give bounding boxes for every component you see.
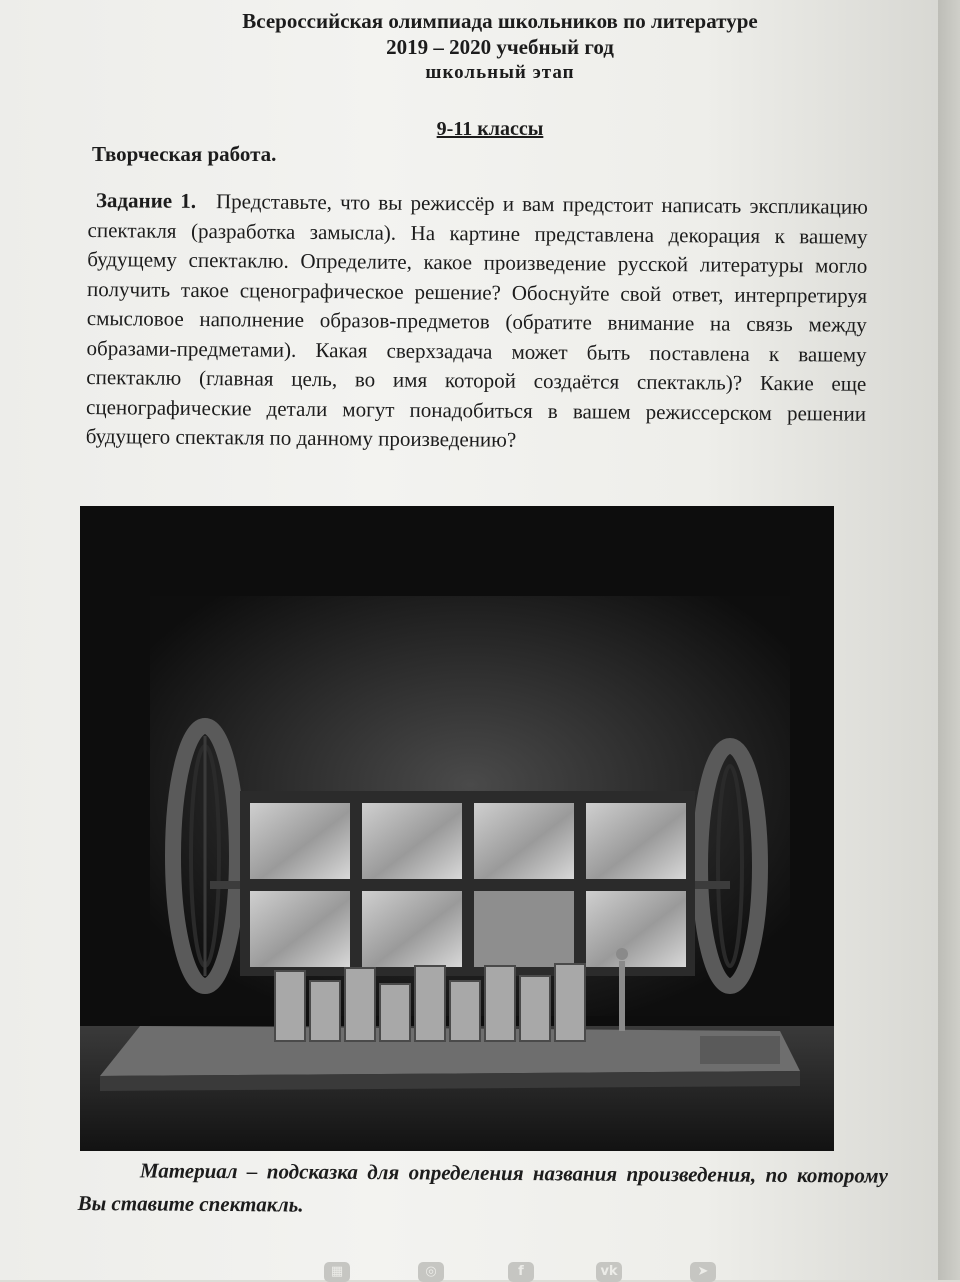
stage-design-illustration <box>80 506 834 1151</box>
telegram-icon: ➤ <box>690 1262 716 1282</box>
olympiad-stage: школьный этап <box>425 62 575 83</box>
olympiad-title: Всероссийская олимпиада школьников по литературе <box>242 9 758 33</box>
qr-code-icon: ▦ <box>324 1262 350 1282</box>
document-header <box>180 8 820 86</box>
stage-design-photo <box>80 506 834 1151</box>
school-year: 2019 – 2020 учебный год <box>386 35 614 59</box>
vk-icon: vk <box>596 1262 622 1282</box>
paper-edge <box>938 0 960 1280</box>
footer-icons <box>300 1258 760 1280</box>
instagram-icon: ◎ <box>418 1262 444 1282</box>
task-text: Представьте, что вы режиссёр и вам предстоит написать экспликацию спектакля (разработка замысла). На картине представлена декорация к вашему будущему спектаклю. Определите, какое произведение русской литературы могло получить такое сценографическое решение? Обоснуйте свой ответ, интерпретируя смысловое наполнение образов-предметов (обратите внимание на связь между образами-предметами). Какая сверхзадача может быть поставлена к вашему спектаклю (главная цель, во имя которой создаётся спектакль)? Какие еще сценографические детали могут понадобиться в вашем режиссерском решении будущего спектакля по данному произведению? <box>85 189 868 452</box>
caption <box>78 1154 888 1226</box>
facebook-icon: f <box>508 1262 534 1282</box>
window-frame <box>240 791 695 976</box>
caption-text: Материал – подсказка для определения названия произведения, по которому Вы ставите спектакль. <box>77 1158 888 1217</box>
task-1 <box>86 186 868 458</box>
section-title: Творческая работа. <box>92 142 277 166</box>
grades-label: 9-11 классы <box>436 118 544 140</box>
task-label: Задание 1. <box>95 188 197 213</box>
